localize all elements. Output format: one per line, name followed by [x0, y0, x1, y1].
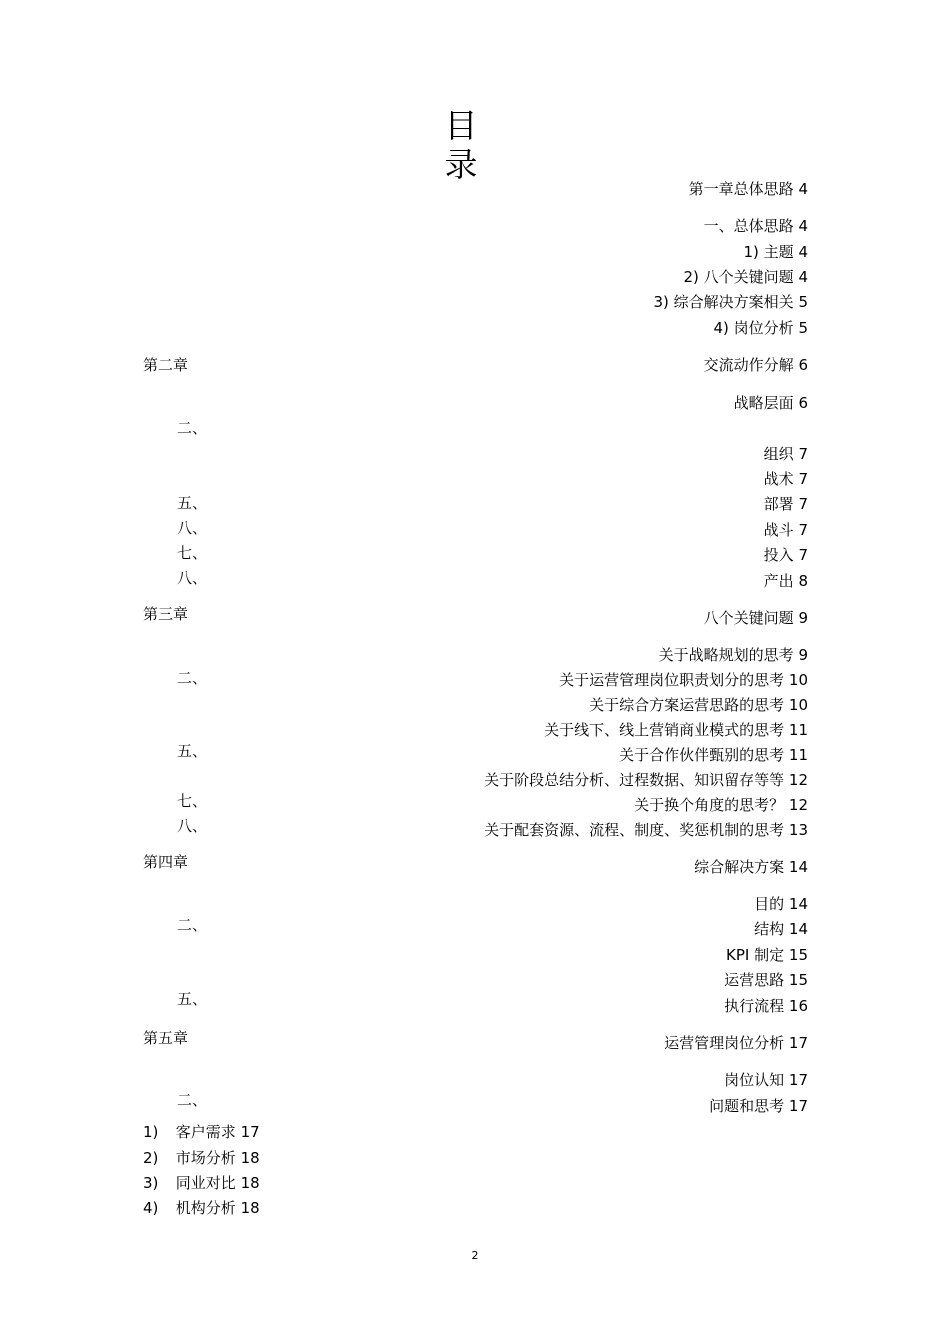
section-label: 五、 [177, 494, 208, 512]
toc-entry[interactable]: 组织 7 [763, 445, 808, 463]
toc-entry[interactable]: 问题和思考 17 [709, 1097, 808, 1115]
toc-entry[interactable]: 战略层面 6 [733, 394, 808, 412]
toc-entry[interactable]: 关于战略规划的思考 9 [658, 646, 808, 664]
toc-entry[interactable]: 战术 7 [763, 470, 808, 488]
toc-entry[interactable]: 目的 14 [754, 895, 808, 913]
chapter-label: 第三章 [143, 605, 189, 623]
toc-entry[interactable]: 1) 客户需求 17 [143, 1123, 260, 1141]
toc-entry[interactable]: 投入 7 [763, 546, 808, 564]
toc-entry[interactable]: 运营管理岗位分析 17 [664, 1034, 808, 1052]
toc-entry[interactable]: 产出 8 [763, 572, 808, 590]
toc-entry[interactable]: 3) 综合解决方案相关 5 [653, 293, 808, 311]
toc-entry[interactable]: 2) 八个关键问题 4 [683, 268, 808, 286]
chapter-label: 第二章 [143, 356, 189, 374]
toc-entry[interactable]: 部署 7 [763, 495, 808, 513]
toc-entry[interactable]: 关于换个角度的思考？ 12 [634, 796, 808, 814]
toc-entry[interactable]: 关于合作伙伴甄别的思考 11 [619, 746, 808, 764]
toc-entry[interactable]: 交流动作分解 6 [703, 356, 808, 374]
toc-entry[interactable]: 战斗 7 [763, 521, 808, 539]
section-label: 七、 [177, 792, 208, 810]
section-label: 五、 [177, 990, 208, 1008]
toc-entry[interactable]: 岗位认知 17 [724, 1071, 808, 1089]
section-label: 八、 [177, 569, 208, 587]
toc-entry[interactable]: 执行流程 16 [724, 997, 808, 1015]
toc-entry[interactable]: 八个关键问题 9 [703, 609, 808, 627]
toc-entry[interactable]: 关于阶段总结分析、过程数据、知识留存等等 12 [484, 771, 808, 789]
toc-entry[interactable]: 第一章总体思路 4 [688, 180, 808, 198]
toc-entry[interactable]: KPI 制定 15 [726, 946, 808, 964]
toc-entry[interactable]: 运营思路 15 [724, 971, 808, 989]
toc-entry[interactable]: 关于运营管理岗位职责划分的思考 10 [559, 671, 808, 689]
toc-entry[interactable]: 2) 市场分析 18 [143, 1149, 260, 1167]
toc-entry[interactable]: 结构 14 [754, 920, 808, 938]
section-label: 八、 [177, 519, 208, 537]
toc-entry[interactable]: 关于配套资源、流程、制度、奖惩机制的思考 13 [484, 821, 808, 839]
section-label: 二、 [177, 916, 208, 934]
chapter-label: 第五章 [143, 1029, 189, 1047]
toc-entry[interactable]: 综合解决方案 14 [694, 858, 808, 876]
chapter-label: 第四章 [143, 853, 189, 871]
toc-title-char-2: 录 [444, 145, 478, 184]
toc-entry[interactable]: 关于综合方案运营思路的思考 10 [589, 696, 808, 714]
toc-entry[interactable]: 关于线下、线上营销商业模式的思考 11 [544, 721, 808, 739]
toc-entry[interactable]: 4) 机构分析 18 [143, 1199, 260, 1217]
toc-entry[interactable]: 一、总体思路 4 [703, 217, 808, 235]
toc-title-char-1: 目 [444, 106, 478, 145]
section-label: 八、 [177, 817, 208, 835]
section-label: 二、 [177, 1091, 208, 1109]
section-label: 五、 [177, 742, 208, 760]
page-number: 2 [471, 1249, 479, 1262]
section-label: 七、 [177, 544, 208, 562]
toc-entry[interactable]: 3) 同业对比 18 [143, 1174, 260, 1192]
toc-entry[interactable]: 1) 主题 4 [743, 243, 808, 261]
toc-entry[interactable]: 4) 岗位分析 5 [713, 319, 808, 337]
section-label: 二、 [177, 669, 208, 687]
section-label: 二、 [177, 419, 208, 437]
